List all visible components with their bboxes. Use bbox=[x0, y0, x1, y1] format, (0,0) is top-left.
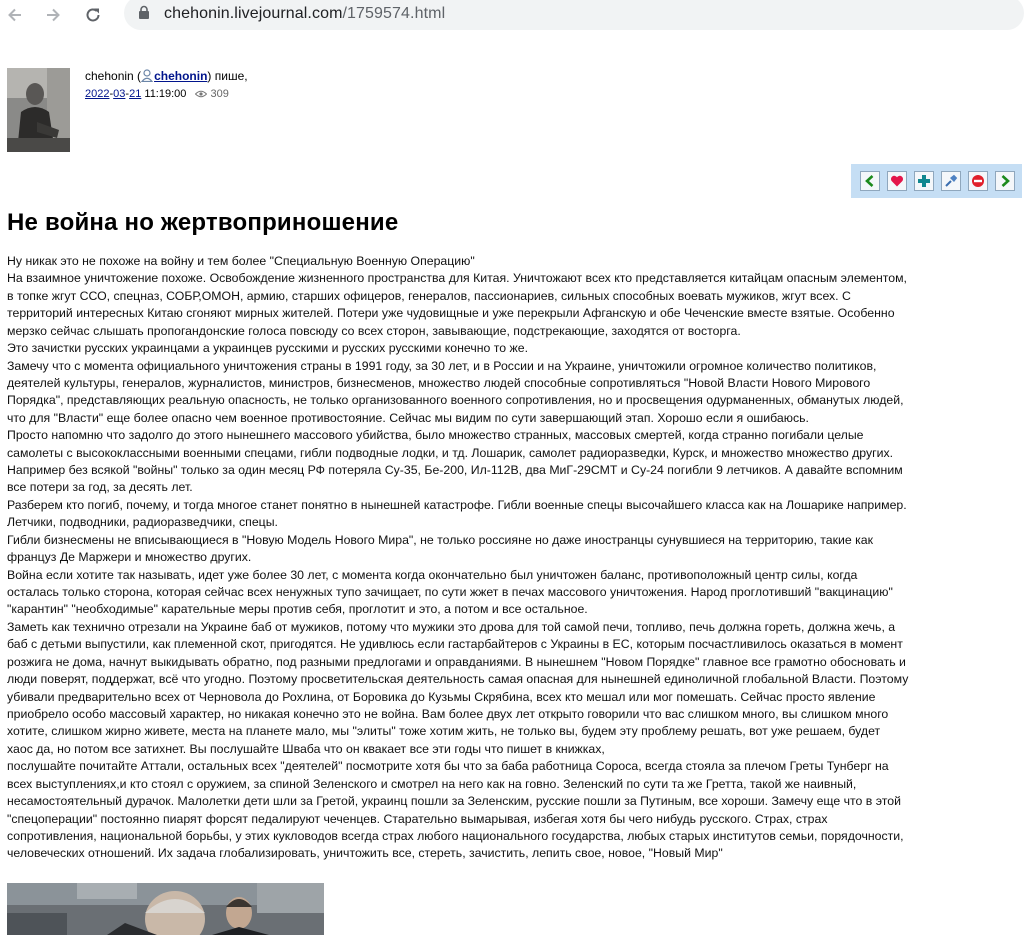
heart-icon bbox=[890, 174, 904, 188]
user-icon[interactable] bbox=[141, 69, 153, 82]
forward-button[interactable] bbox=[40, 2, 66, 28]
wrote-label: пише, bbox=[214, 69, 248, 83]
avatar-image bbox=[7, 68, 70, 152]
author-name: chehonin bbox=[85, 69, 134, 83]
date-year-link[interactable]: 2022 bbox=[85, 88, 110, 100]
post-body-line: убивали предварительно всех от Черновола до Рохлина, от Боровика до Кузьмы Скрябина, всех кто мешал или мог помешать. Сейчас просто явление bbox=[7, 689, 876, 704]
post-time: 11:19:00 bbox=[144, 88, 187, 100]
post-body-line: "карантин" "необходимые" карательные меры против себя, проглотит и это, а потом и все остальное. bbox=[7, 602, 588, 617]
prev-entry-button[interactable] bbox=[860, 171, 880, 191]
post-body-line: хотите, слишком жирно живете, места на планете мало, мы "элиты" тоже хотим жить, не только вы, будем эту проблему решать, вот уже решаем, будет bbox=[7, 724, 881, 739]
post-body-line: хаос да, но потом все затихнет. Вы послушайте Шваба что он квакает все эти годы что пишет в книжках, bbox=[7, 741, 605, 756]
post-body-line: Просто напомню что задолго до этого нынешнего массового убийства, было множество странных, массовых смертей, когда странно погибали целые bbox=[7, 428, 864, 443]
post-body-line: Замечу что с момента официального уничтожения страны в 1991 году, за 30 лет, и в России и на Украине, уничтожили огромное количество политиков, bbox=[7, 358, 877, 373]
post-body-line: "спецоперации" постоянно пиарят форсят педалируют чеченцев. Старательно вымарывая, избегая хотя бы чего нибудь русского. Страх, страх bbox=[7, 811, 828, 826]
add-icon bbox=[917, 174, 931, 188]
post-body-line: сопротивления, национальной борьбы, у этих кукловодов всегда страх любого национального государства, любых старых институтов семьи, порядочности, bbox=[7, 828, 904, 843]
delete-entry-button[interactable] bbox=[968, 171, 988, 191]
post-body-line: Это зачистки русских украинцами а украинцев русскими и русских русскими конечно то же. bbox=[7, 341, 529, 356]
post-body-line: все потери за год, за десять лет. bbox=[7, 480, 193, 495]
post-body-line: Заметь как технично отрезали на Украине баб от мужиков, потому что мужики это дрова для той самой печи, топливо, печь должна гореть, должна жечь, а bbox=[7, 619, 896, 634]
post-body-line: Например без всякой "войны" только за один месяц РФ потеряла Су-35, Бе-200, Ил-112В, два МиГ-29СМТ и Су-24 погибли 9 летчиков. А давайте вспомним bbox=[7, 463, 903, 478]
next-entry-button[interactable] bbox=[995, 171, 1015, 191]
eye-icon bbox=[195, 90, 207, 98]
author-user-link[interactable]: chehonin bbox=[154, 69, 208, 83]
post-body-line: самолеты с высококлассными военными спецами, гибли подводные лодки, и тд. Лошарик, самолет радиоразведки, Курск, и множество множество других. bbox=[7, 445, 894, 460]
post-body-line: человеческих отношений. Их задача глобализировать, уничтожить все, стереть, зачистить, лепить свое, новое, "Новый Мир" bbox=[7, 846, 723, 861]
view-count bbox=[195, 88, 228, 100]
date-month-link[interactable]: 03 bbox=[113, 88, 126, 100]
post-body-line: мерзко сейчас слышать пропогандонские голоса повсюду со всех сторон, завывающие, подстрекающие, заходятся от восторга. bbox=[7, 323, 741, 338]
browser-toolbar bbox=[0, 0, 1024, 30]
author-line: chehonin ( chehonin) пише, bbox=[85, 69, 248, 83]
post-body-line: послушайте почитайте Аттали, остальных всех "деятелей" посмотрите хотя бы что за баба работница Сороса, всегда стояла за плечом Греты Тунберг на bbox=[7, 759, 889, 774]
tag-icon bbox=[944, 174, 958, 188]
post-body bbox=[7, 253, 942, 863]
author-avatar[interactable] bbox=[7, 68, 70, 152]
post-body-line: На взаимное уничтожение похоже. Освобождение жизненного пространства для Китая. Уничтожают всех кто представляется китайцам опасным элементом, bbox=[7, 271, 907, 286]
post-body-line: Порядка", представляющих реальную опасность, не только организованного военного сопротивления, но и просвещения одурманенных, обманутых людей, bbox=[7, 393, 904, 408]
address-bar[interactable] bbox=[124, 0, 1024, 30]
post-body-line: Летчики, подводники, радиоразведчики, спецы. bbox=[7, 515, 278, 530]
lock-icon bbox=[138, 5, 150, 20]
edit-tags-button[interactable] bbox=[941, 171, 961, 191]
post-body-line: в топке жгут ССО, спецназ, СОБР,ОМОН, армию, старших офицеров, генералов, пассионариев, сильных способных воевать мужиков, жгут всех. С bbox=[7, 288, 851, 303]
post-body-line: розжига не дома, начнут выкидывать обратно, под разными предлогами и оправданиями. В нынешнем "Новом Порядке" главное все грамотно обосновать и bbox=[7, 654, 906, 669]
post-body-line: всех выступлениях,и кто стоял с оружием, за спиной Зеленского и смотрел на него как на говно. Зеленский по сути та же Гретта, такой же наивный, bbox=[7, 776, 857, 791]
back-button[interactable] bbox=[2, 2, 28, 28]
post-body-line: люди поверят, поддержат, всё что угодно. Поэтому просветительская деятельность самая опасная для нынешней единоличной глобальной Власти. Поэтому bbox=[7, 672, 909, 687]
add-to-memories-button[interactable] bbox=[887, 171, 907, 191]
post-meta: 2022-03-21 11:19:00 309 bbox=[85, 88, 229, 100]
date-day-link[interactable]: 21 bbox=[129, 88, 142, 100]
arrow-right-icon bbox=[43, 5, 63, 25]
post-body-line: несамостоятельный дурачок. Малолетки дети шли за Гретой, украинц пошли за Зеленским, русские пошли за Путиным, все хороши. Замечу еще что в этой bbox=[7, 794, 901, 809]
post-body-line: осталась только сторона, которая сейчас всех ненужных тупо зачищает, по сути жжет в печах массового уничтожения. Народ проглотивший "вакцинацию" bbox=[7, 585, 893, 600]
next-icon bbox=[998, 174, 1012, 188]
post-body-line: Гибли бизнесмены не вписывающиеся в "Новую Модель Нового Мира", не только россияне но даже иностранцы сунувшиеся на территорию, такие как bbox=[7, 532, 873, 547]
entry-toolbar bbox=[851, 164, 1022, 198]
url-path: /1759574.html bbox=[342, 5, 446, 22]
url-host: chehonin.livejournal.com bbox=[164, 5, 343, 22]
add-friend-button[interactable] bbox=[914, 171, 934, 191]
url-text bbox=[164, 5, 445, 23]
views-value: 309 bbox=[210, 88, 229, 100]
post-body-line: Разберем кто погиб, почему, и тогда многое станет понятно в нынешней катастрофе. Гибли военные спецы высочайшего класса как на Лошарике например. bbox=[7, 497, 907, 512]
arrow-left-icon bbox=[5, 5, 25, 25]
post-body-line: территорий интересных Китаю сгоняют мирных жителей. Потери уже чудовищные и уже перекрыли Афганскую и обе Чеченские вместе взятые. Особенно bbox=[7, 306, 895, 321]
post-body-line: Ну никак это не похоже на войну и тем более "Специальную Военную Операцию" bbox=[7, 254, 475, 268]
post-body-line: что для "Власти" еще более опасно чем военное противостояние. Сейчас мы видим по сути завершающий этап. Хорошо если я ошибаюсь. bbox=[7, 410, 809, 425]
post-photo[interactable] bbox=[7, 883, 324, 935]
photo-image bbox=[7, 883, 324, 935]
post-title: Не война но жертвоприношение bbox=[7, 209, 399, 236]
prev-icon bbox=[863, 174, 877, 188]
remove-icon bbox=[971, 174, 985, 188]
reload-icon bbox=[83, 5, 103, 25]
post-body-line: француз Де Маржери и множество других. bbox=[7, 550, 252, 565]
post-body-line: деятелей культуры, генералов, журналистов, министров, бизнесменов, множество людей способные сопротивляться "Новой Власти Нового Мирового bbox=[7, 375, 871, 390]
post-body-line: баб с детьми выпустили, как племенной скот, пригодятся. Не удивлюсь если гастарбайтеров с Украины в ЕС, которым посчастливилось оказаться в момент bbox=[7, 637, 903, 652]
post-body-line: Война если хотите так называть, идет уже более 30 лет, с момента когда окончательно был уничтожен баланс, противоположный центр силы, когда bbox=[7, 567, 858, 582]
post-body-line: приобрело особо массовый характер, но никакая конечно это не война. Вам более двух лет открыто говорили что вас слишком много, вы слишком много bbox=[7, 706, 889, 721]
reload-button[interactable] bbox=[80, 2, 106, 28]
